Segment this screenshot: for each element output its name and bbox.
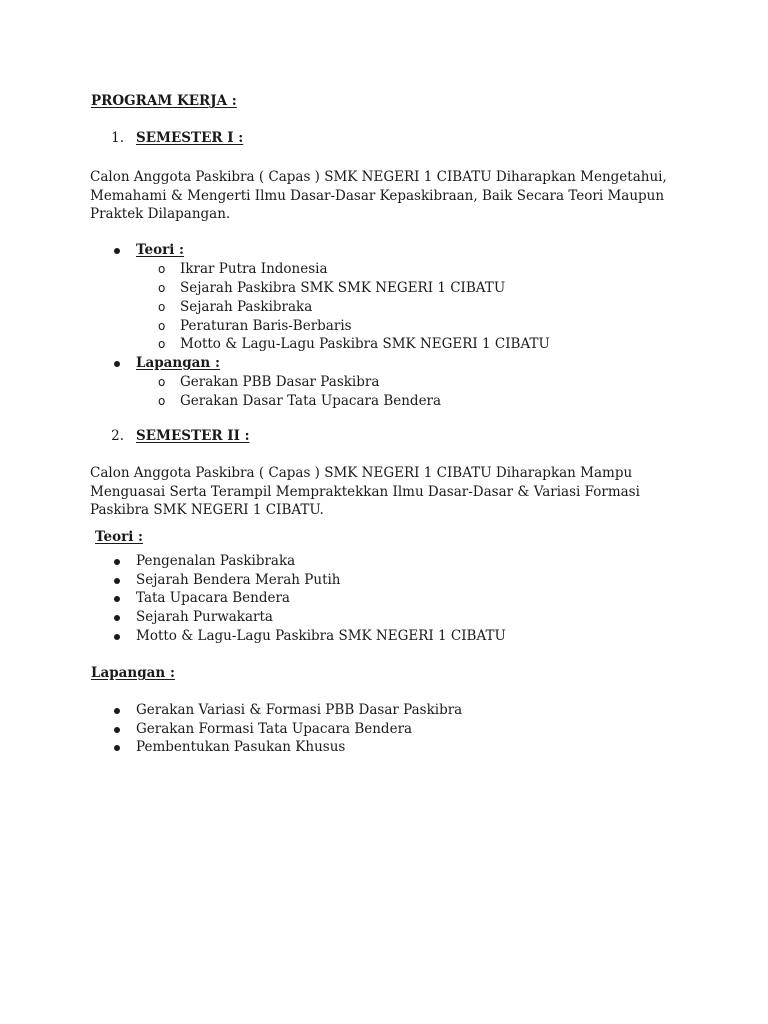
sub-bullet-marker: o xyxy=(158,281,166,295)
list-item: Sejarah Paskibraka xyxy=(180,299,313,315)
semester1-number: 1. xyxy=(111,130,124,146)
semester2-intro: Calon Anggota Paskibra ( Capas ) SMK NEGERI 1 CIBATU Diharapkan Mampu Menguasai Serta Terampil Mempraktekkan Ilmu Dasar-Dasar & Variasi Formasi Paskibra SMK NEGERI 1 CIBATU. xyxy=(90,465,640,519)
sub-bullet-marker: o xyxy=(158,262,166,276)
semester2-number: 2. xyxy=(111,428,124,444)
bullet-marker xyxy=(114,596,120,602)
list-item: Motto & Lagu-Lagu Paskibra SMK NEGERI 1 CIBATU xyxy=(136,628,506,644)
bullet-marker xyxy=(114,248,120,254)
sub-bullet-marker: o xyxy=(158,319,166,333)
list-item: Tata Upacara Bendera xyxy=(136,590,290,606)
semester1-intro: Calon Anggota Paskibra ( Capas ) SMK NEGERI 1 CIBATU Diharapkan Mengetahui, Memahami & Mengerti Ilmu Dasar-Dasar Kepaskibraan, Baik Secara Teori Maupun Praktek Dilapangan. xyxy=(90,169,667,223)
list-item: Gerakan Dasar Tata Upacara Bendera xyxy=(180,393,442,409)
list-item: Gerakan Formasi Tata Upacara Bendera xyxy=(136,721,413,737)
list-item: Pengenalan Paskibraka xyxy=(136,553,296,569)
list-item: Sejarah Bendera Merah Putih xyxy=(136,572,341,588)
semester2-teori-label: Teori : xyxy=(95,529,144,545)
document-title: PROGRAM KERJA : xyxy=(91,93,237,109)
list-item: Peraturan Baris-Berbaris xyxy=(180,318,352,334)
list-item: Sejarah Purwakarta xyxy=(136,609,273,625)
semester1-lapangan-label: Lapangan : xyxy=(136,355,220,371)
sub-bullet-marker: o xyxy=(158,375,166,389)
sub-bullet-marker: o xyxy=(158,394,166,408)
list-item: Sejarah Paskibra SMK SMK NEGERI 1 CIBATU xyxy=(180,280,506,296)
list-item: Ikrar Putra Indonesia xyxy=(180,261,328,277)
semester1-teori-label: Teori : xyxy=(136,242,185,258)
bullet-marker xyxy=(114,727,120,733)
bullet-marker xyxy=(114,708,120,714)
bullet-marker xyxy=(114,634,120,640)
bullet-marker xyxy=(114,745,120,751)
bullet-marker xyxy=(114,578,120,584)
bullet-marker xyxy=(114,559,120,565)
semester2-lapangan-label: Lapangan : xyxy=(91,665,175,681)
list-item: Gerakan Variasi & Formasi PBB Dasar Paskibra xyxy=(136,702,463,718)
sub-bullet-marker: o xyxy=(158,337,166,351)
bullet-marker xyxy=(114,615,120,621)
bullet-marker xyxy=(114,361,120,367)
sub-bullet-marker: o xyxy=(158,300,166,314)
list-item: Pembentukan Pasukan Khusus xyxy=(136,739,346,755)
list-item: Motto & Lagu-Lagu Paskibra SMK NEGERI 1 CIBATU xyxy=(180,336,550,352)
semester1-heading: SEMESTER I : xyxy=(136,130,244,146)
list-item: Gerakan PBB Dasar Paskibra xyxy=(180,374,380,390)
semester2-heading: SEMESTER II : xyxy=(136,428,250,444)
